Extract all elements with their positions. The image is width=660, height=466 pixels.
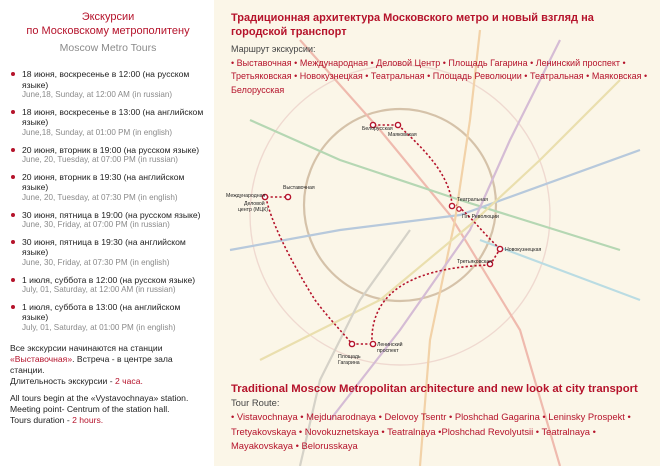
note-ru-line-1: Все экскурсии начинаются на станции bbox=[10, 343, 163, 354]
route-stations-ru: • Выставочная • Международная • Деловой Центр • Площадь Гагарина • Ленинский проспект • Третьяковская • Новокузнецкая • Театральная • Площадь Революции • Театральная • Маяковская • Белорусская bbox=[231, 57, 648, 95]
tour-item bbox=[10, 107, 206, 139]
note-en bbox=[10, 393, 206, 426]
tour-ru: 18 июня, воскресенье в 12:00 (на русском языке) bbox=[22, 69, 190, 90]
station-marker bbox=[449, 203, 454, 208]
station-label-belorusskaya: Белорусская bbox=[362, 126, 393, 132]
note-ru bbox=[10, 343, 206, 387]
left-panel bbox=[0, 0, 214, 466]
bullet-icon bbox=[11, 110, 15, 114]
note-ru-line-3: Длительность экскурсии - bbox=[10, 376, 115, 387]
note-ru-station: «Выставочная» bbox=[10, 354, 73, 365]
station-label-vystavochnaya: Выставочная bbox=[283, 185, 315, 191]
tour-ru: 20 июня, вторник в 19:00 (на русском языке) bbox=[22, 144, 200, 155]
station-label-delovoy-2: центр (МЦК) bbox=[238, 207, 269, 213]
bullet-icon bbox=[11, 305, 15, 309]
station-marker bbox=[395, 122, 400, 127]
heading-en: Traditional Moscow Metropolitan architecture and new look at city transport bbox=[231, 383, 638, 395]
station-label-mezhdunarodnaya: Международная bbox=[226, 193, 266, 199]
tour-item bbox=[10, 237, 206, 269]
route-label-en: Tour Route: bbox=[231, 397, 280, 408]
station-label-delovoy-1: Деловой bbox=[244, 201, 265, 207]
station-marker bbox=[370, 341, 375, 346]
tour-en: June,18, Sunday, at 01:00 PM (in english) bbox=[22, 127, 173, 137]
note-ru-line-2: . Встреча - в центре зала станции. bbox=[10, 354, 173, 376]
route-en bbox=[231, 396, 656, 454]
tour-en: July, 01, Saturday, at 12:00 AM (in russian) bbox=[22, 285, 176, 295]
station-label-tretyakovskaya: Третьяковская bbox=[457, 259, 492, 265]
bullet-icon bbox=[11, 175, 15, 179]
note-en-duration: 2 hours. bbox=[72, 415, 104, 426]
station-label-pl-revolyutsii: Пл. Революции bbox=[462, 214, 499, 220]
note-en-line-1: All tours begin at the «Vystavochnaya» station. bbox=[10, 393, 189, 404]
title-ru bbox=[10, 10, 206, 38]
tour-item bbox=[10, 172, 206, 204]
heading-ru: Традиционная архитектура Московского метро и новый взгляд на городской транспорт bbox=[231, 12, 594, 38]
tour-item bbox=[10, 302, 206, 334]
station-marker bbox=[497, 246, 502, 251]
station-label-pl-gagarina-1: Площадь bbox=[338, 354, 361, 360]
station-label-leninsky-1: Ленинский bbox=[377, 342, 403, 348]
tour-ru: 30 июня, пятница в 19:00 (на русском языке) bbox=[22, 209, 201, 220]
tour-list bbox=[10, 69, 206, 333]
bullet-icon bbox=[11, 240, 15, 244]
bullet-icon bbox=[11, 278, 15, 282]
note-en-line-3: Tours duration - bbox=[10, 415, 73, 426]
station-label-teatralnaya: Театральная bbox=[457, 197, 488, 203]
tour-en: June, 30, Friday, at 07:30 PM (in english) bbox=[22, 257, 170, 267]
bullet-icon bbox=[11, 213, 15, 217]
tour-ru: 20 июня, вторник в 19:30 (на английском языке) bbox=[22, 171, 185, 193]
tour-en: June, 20, Tuesday, at 07:00 PM (in russian) bbox=[22, 155, 178, 165]
tour-ru: 30 июня, пятница в 19:30 (на английском языке) bbox=[22, 236, 186, 258]
station-label-mayakovskaya: Маяковская bbox=[388, 132, 417, 138]
station-label-novokuznetskaya: Новокузнецкая bbox=[505, 247, 542, 253]
note-en-line-2: Meeting point- Centrum of the station hall. bbox=[10, 404, 170, 415]
tour-en: July, 01, Saturday, at 01:00 PM (in english) bbox=[22, 322, 176, 332]
station-label-leninsky-2: проспект bbox=[377, 348, 399, 354]
tour-item bbox=[10, 210, 206, 231]
tour-item bbox=[10, 145, 206, 166]
station-marker bbox=[457, 207, 461, 211]
station-marker bbox=[349, 341, 354, 346]
tour-item bbox=[10, 275, 206, 296]
bullet-icon bbox=[11, 72, 15, 76]
station-marker bbox=[285, 194, 290, 199]
tour-ru: 18 июня, воскресенье в 13:00 (на английском языке) bbox=[22, 106, 204, 128]
route-label-ru: Маршрут экскурсии: bbox=[231, 44, 316, 54]
station-label-pl-gagarina-2: Гагарина bbox=[338, 360, 360, 366]
tour-en: June, 20, Tuesday, at 07:30 PM (in english) bbox=[22, 192, 178, 202]
tour-ru: 1 июля, суббота в 12:00 (на русском языке) bbox=[22, 274, 196, 285]
bullet-icon bbox=[11, 148, 15, 152]
tour-ru: 1 июля, суббота в 13:00 (на английском языке) bbox=[22, 301, 181, 323]
note-ru-duration: 2 часа. bbox=[115, 376, 143, 387]
route-stations-en: • Vistavochnaya • Mejdunarodnaya • Delovoy Tsentr • Ploshchad Gagarina • Leninsky Prospekt • Tretyakovskaya • Novokuznetskaya • Teatralnaya •Ploshchad Revolyutsii • Teatralnaya • Mayakovskaya • Belorusskaya bbox=[231, 411, 631, 452]
tour-en: June, 30, Friday, at 07:00 PM (in russian) bbox=[22, 220, 170, 230]
title-en: Moscow Metro Tours bbox=[59, 42, 157, 54]
tour-item bbox=[10, 69, 206, 101]
title-ru-line-2: по Московскому метрополитену bbox=[26, 25, 190, 37]
tour-en: June,18, Sunday, at 12:00 AM (in russian) bbox=[22, 90, 173, 100]
title-ru-line-1: Экскурсии bbox=[81, 11, 135, 23]
route-ru bbox=[231, 43, 651, 97]
